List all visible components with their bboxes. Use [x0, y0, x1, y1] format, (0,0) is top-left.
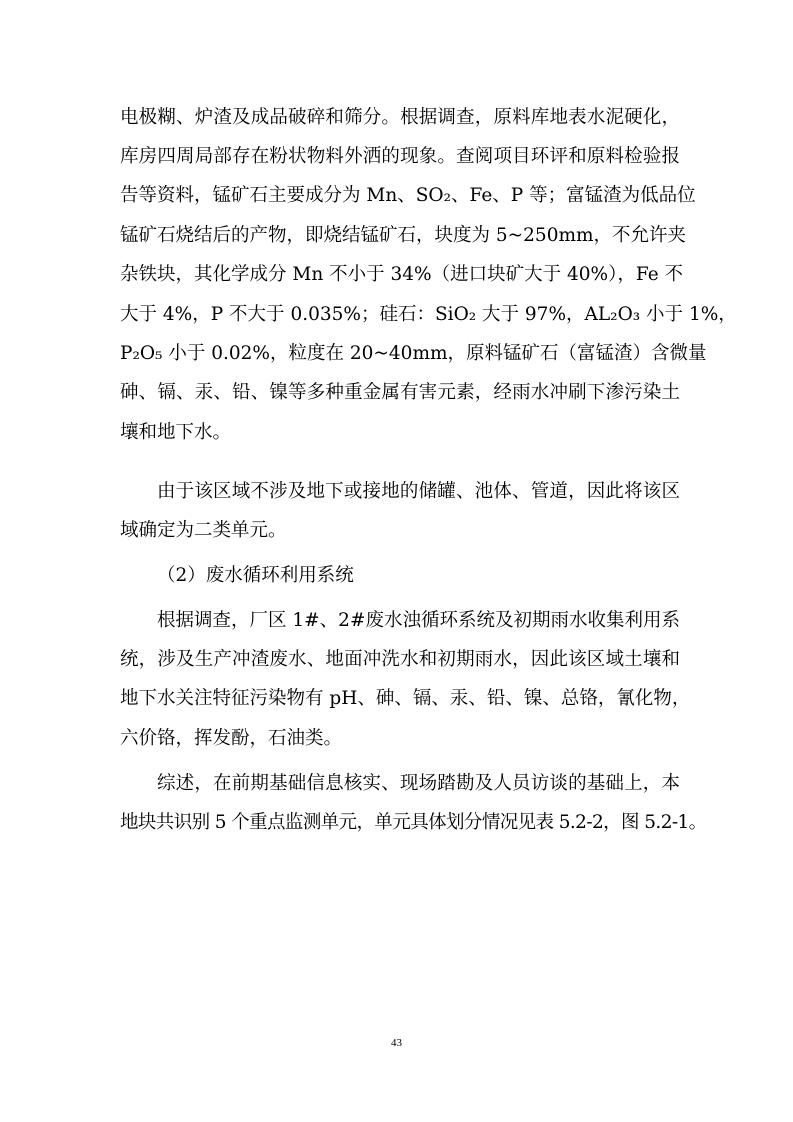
body-text-line: 杂铁块，其化学成分 Mn 不小于 34%（进口块矿大于 40%），Fe 不	[120, 264, 684, 285]
body-text-line: 库房四周局部存在粉状物料外洒的现象。查阅项目环评和原料检验报	[120, 146, 680, 167]
body-text-line: 地块共识别 5 个重点监测单元，单元具体划分情况见表 5.2-2，图 5.2-1。	[120, 812, 707, 833]
page-number: 43	[391, 1037, 402, 1049]
body-text-line: 地下水关注特征污染物有 pH、砷、镉、汞、铅、镍、总铬，氰化物，	[120, 688, 691, 709]
body-text-line: 六价铬，挥发酚，石油类。	[120, 728, 343, 749]
body-text-line: 根据调查，厂区 1#、2#废水浊循环系统及初期雨水收集利用系	[157, 610, 680, 631]
body-text-line: 大于 4%，P 不大于 0.035%；硅石：SiO₂ 大于 97%，AL₂O₃ 小于 1%，	[120, 304, 737, 325]
body-text-line: 由于该区域不涉及地下或接地的储罐、池体、管道，因此将该区	[157, 481, 680, 502]
body-text-line: 壤和地下水。	[120, 422, 232, 443]
body-text-line: P₂O₅ 小于 0.02%，粒度在 20~40mm，原料锰矿石（富锰渣）含微量	[120, 343, 707, 364]
body-text-line: 域确定为二类单元。	[120, 520, 287, 541]
body-text-line: 综述，在前期基础信息核实、现场踏勘及人员访谈的基础上，本	[157, 773, 680, 794]
body-text-line: 告等资料，锰矿石主要成分为 Mn、SO₂、Fe、P 等；富锰渣为低品位	[120, 185, 696, 206]
body-text-line: 电极糊、炉渣及成品破碎和筛分。根据调查，原料库地表水泥硬化，	[120, 107, 680, 128]
section-subheading: （2）废水循环利用系统	[157, 565, 354, 586]
body-text-line: 砷、镉、汞、铅、镍等多种重金属有害元素，经雨水冲刷下渗污染土	[120, 382, 680, 403]
body-text-line: 锰矿石烧结后的产物，即烧结锰矿石，块度为 5~250mm，不允许夹	[120, 225, 687, 246]
body-text-line: 统，涉及生产冲渣废水、地面冲洗水和初期雨水，因此该区域土壤和	[120, 649, 680, 670]
